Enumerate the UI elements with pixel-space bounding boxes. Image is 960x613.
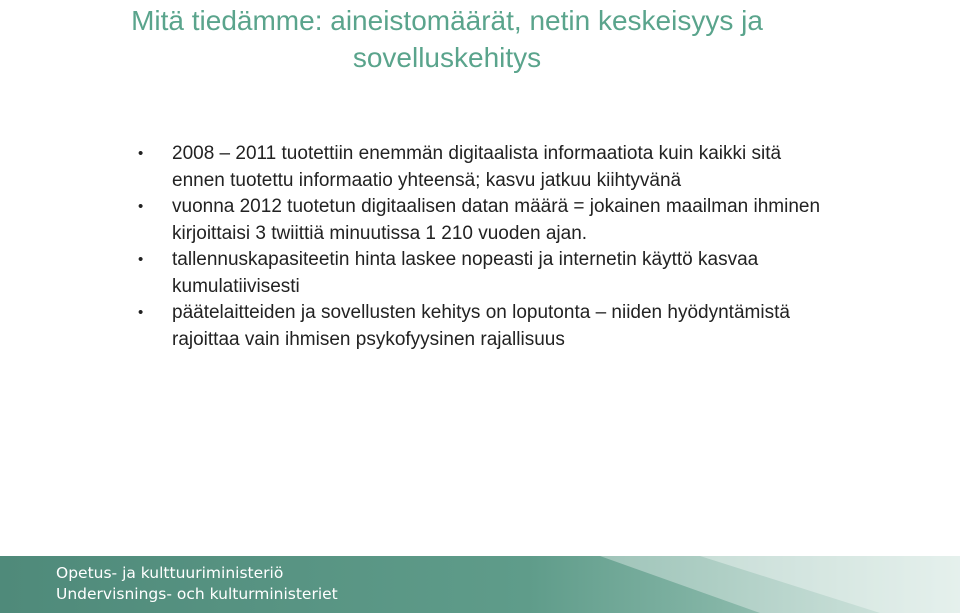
bullet-icon: • [138, 145, 144, 162]
bullet-item [138, 247, 838, 300]
bullet-item [138, 141, 838, 194]
slide-title: Mitä tiedämme: aineistomäärät, netin keskeisyys ja sovelluskehitys [131, 5, 763, 73]
bullet-text: vuonna 2012 tuotetun digitaalisen datan määrä = jokainen maailman ihminen kirjoittaisi 3 twiittiä minuutissa 1 210 vuoden ajan. [172, 196, 821, 244]
bullet-text: 2008 – 2011 tuotettiin enemmän digitaalista informaatiota kuin kaikki sitä ennen tuotettu informaatio yhteensä; kasvu jatkuu kiihtyvänä [172, 143, 782, 191]
bullet-text: päätelaitteiden ja sovellusten kehitys on loputonta – niiden hyödyntämistä rajoittaa vain ihmisen psykofyysinen rajallisuus [172, 302, 790, 350]
bullet-item [138, 300, 838, 353]
bullet-item [138, 194, 838, 247]
ministry-name-finnish: Opetus- ja kulttuuriministeriö [56, 564, 284, 582]
bullet-icon: • [138, 198, 144, 215]
ministry-name [56, 563, 338, 605]
bullet-icon: • [138, 251, 144, 268]
bullet-text: tallennuskapasiteetin hinta laskee nopeasti ja internetin käyttö kasvaa kumulatiivisesti [172, 249, 759, 297]
ministry-name-swedish: Undervisnings- och kulturministeriet [56, 585, 338, 603]
bullet-list [138, 141, 838, 353]
footer-band [0, 556, 960, 613]
bullet-icon: • [138, 304, 144, 321]
